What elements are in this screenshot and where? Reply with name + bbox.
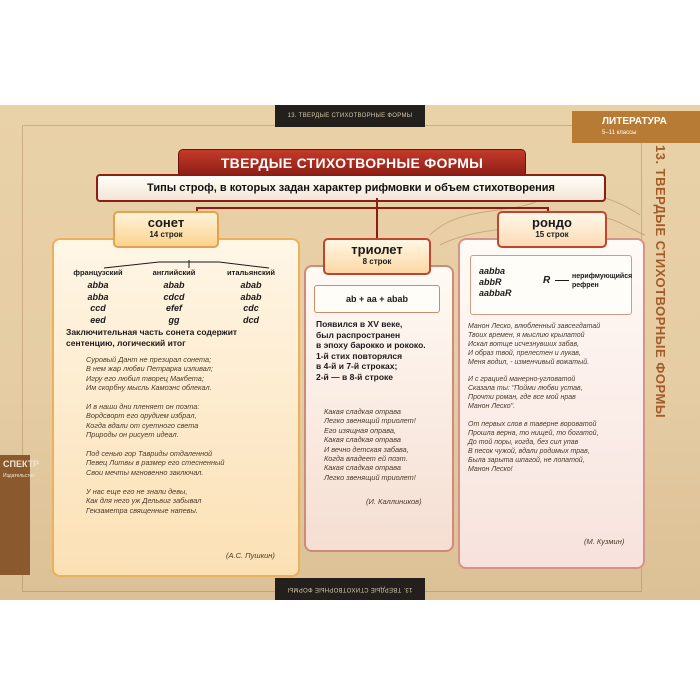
connector-horizontal <box>196 207 548 209</box>
rhyme-item: abba <box>87 280 109 290</box>
rondo-poem: Манон Леско, влюбленный завсегдатай Твоих времен, я мыслию крылатой Искал вотще исчезнувших забав, И образ твой, прелестен и лукав, Меня водил, - изменчивый вожатый. И с грацией манерно-угловатой Сказала ты: "Пойми любви устав, Прочти роман, где все мой нрав Манон Леско". От первых слов в таверне вороватой Прошла верна, то нищей, то богатой, До той поры, когда, без сил упав В песок чужой, вдали родимых трав, Была зарыта шпагой, не лопатой, Манон Леско! <box>468 323 601 473</box>
triolet-poem: Какая сладкая отрава Легко звенящий триолет! Его изящная оправа, Какая сладкая отрава И вечно детская забава, Когда владеет ей поэт. Какая сладкая отрава Легко звенящий триолет! <box>324 407 416 482</box>
rhyme-column-head: итальянский <box>227 268 275 277</box>
subject-grades: 5–11 классы <box>602 130 637 136</box>
triolet-lines: 8 строк <box>362 257 392 266</box>
sonnet-author: (А.С. Пушкин) <box>226 551 275 560</box>
rhyme-item: cdcd <box>163 291 185 302</box>
page-title: ТВЕРДЫЕ СТИХОТВОРНЫЕ ФОРМЫ <box>178 149 526 178</box>
rhyme-item: cdc <box>243 303 259 313</box>
rhyme-column-head: английский <box>152 268 196 277</box>
rondo-scheme <box>479 266 512 299</box>
top-strip-label: 13. ТВЕРДЫЕ СТИХОТВОРНЫЕ ФОРМЫ <box>275 105 425 127</box>
rondo-scheme-line: aabba <box>479 266 506 276</box>
triolet-formula: ab + aa + abab <box>314 285 440 313</box>
page-subtitle: Типы строф, в которых задан характер рифмовки и объем стихотворения <box>96 174 606 202</box>
triolet-label <box>323 238 431 275</box>
rondo-label <box>497 211 607 248</box>
rhyme-item: gg <box>168 314 180 325</box>
sonnet-name: сонет <box>147 215 185 230</box>
rhyme-item: ccd <box>90 303 106 313</box>
refrain-note: нерифмующийся рефрен <box>572 273 633 289</box>
rhyme-item: dcd <box>242 314 259 325</box>
publisher-logo: СПЕКТР <box>3 459 40 469</box>
triolet-note: Появился в XV веке, был распространен в эпоху барокко и рококо. 1-й стих повторялся в 4-й и 7-й строках; 2-й — в 8-й строке <box>316 319 426 382</box>
sonnet-lines: 14 строк <box>149 230 183 239</box>
sonnet-french-column <box>63 268 133 326</box>
poster <box>0 105 700 600</box>
rondo-lines: 15 строк <box>535 230 569 239</box>
publisher-text: Издательство <box>3 473 35 479</box>
publisher-spine <box>0 455 40 575</box>
rhyme-column-head: французский <box>73 268 123 277</box>
rhyme-item: abab <box>240 280 262 290</box>
triolet-name: триолет <box>351 242 403 257</box>
rondo-scheme-box <box>470 255 632 315</box>
refrain-symbol: R <box>543 275 551 286</box>
sonnet-italian-column <box>216 268 286 326</box>
refrain-dash <box>555 280 569 281</box>
rhyme-item: abab <box>163 280 185 290</box>
subject-title: ЛИТЕРАТУРА <box>602 116 667 127</box>
rhyme-item: eed <box>90 314 106 325</box>
triolet-author: (И. Каллиников) <box>366 497 422 506</box>
side-title-text: 13. ТВЕРДЫЕ СТИХОТВОРНЫЕ ФОРМЫ <box>653 145 668 419</box>
rhyme-item: abab <box>240 291 262 302</box>
rondo-name: рондо <box>532 215 572 230</box>
rondo-author: (М. Кузмин) <box>584 537 625 546</box>
subject-corner-badge <box>572 111 700 143</box>
sonnet-note: Заключительная часть сонета содержит сентенцию, логический итог <box>66 327 238 348</box>
rondo-scheme-line: aabbaR <box>479 288 512 298</box>
bottom-strip-label: 13. ТВЕРДЫЕ СТИХОТВОРНЫЕ ФОРМЫ <box>275 578 425 600</box>
rhyme-item: abba <box>87 291 109 302</box>
rondo-scheme-line: abbR <box>479 277 502 287</box>
sonnet-english-column <box>139 268 209 326</box>
side-title <box>648 145 688 545</box>
connector-triolet <box>376 207 378 239</box>
sonnet-label <box>113 211 219 248</box>
rhyme-item: efef <box>165 303 182 313</box>
sonnet-poem: Суровый Дант не презирал сонета; В нем жар любви Петрарка изливал; Игру его любил творец Макбета; Им скорбну мысль Камоэнс облекал. И в наши дни пленяет он поэта: Вордсворт его орудием избрал, Когда вдали от суетного света Природы он рисует идеал. Под сенью гор Тавриды отдаленной Певец Литвы в размер его стесненный Свои мечты мгновенно заключал. У нас еще его не знали девы, Как для него уж Дельвиг забывал Гекзаметра священные напевы. <box>86 355 225 515</box>
